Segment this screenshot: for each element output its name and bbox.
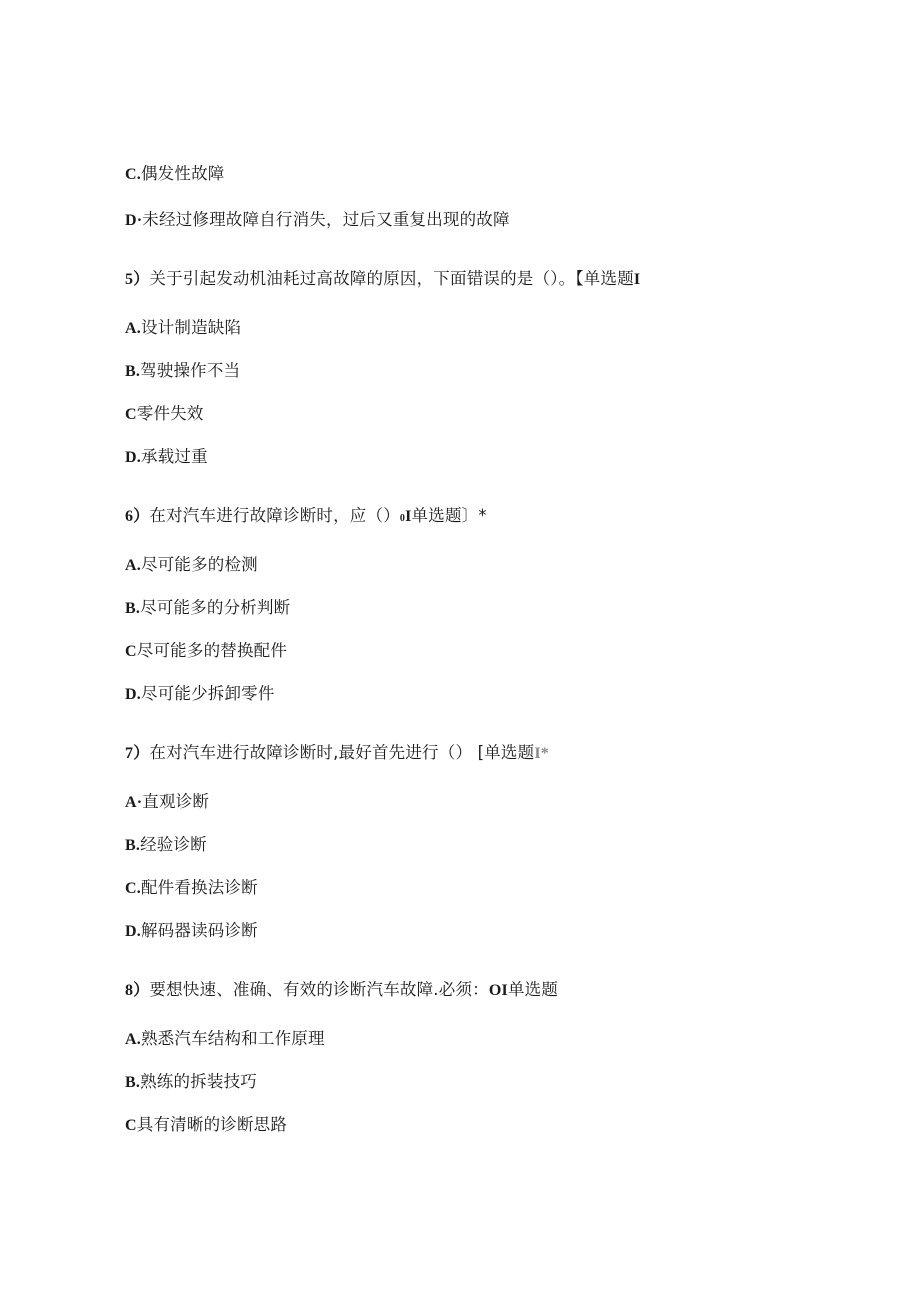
q8-option-c — [125, 1114, 287, 1137]
question-stem: 关于引起发动机油耗过高故障的原因，下面错误的是（）。【单选题 — [149, 269, 634, 288]
q8-option-b — [125, 1071, 257, 1094]
option-text: 解码器读码诊断 — [140, 921, 258, 940]
question-number: 8） — [125, 982, 150, 999]
option-d-prev — [125, 209, 510, 232]
q6-option-d — [125, 683, 275, 706]
option-mark: B. — [125, 1074, 141, 1091]
question-number: 6） — [125, 508, 150, 525]
question-5 — [125, 268, 640, 291]
question-6 — [125, 505, 487, 530]
q8-option-a — [125, 1028, 325, 1051]
question-stem-2: 单选题 — [507, 980, 559, 999]
question-number: 5） — [125, 271, 150, 288]
option-mark: A· — [125, 794, 143, 811]
option-text: 驾驶操作不当 — [140, 361, 241, 380]
q7-option-d — [125, 920, 258, 943]
q6-option-c — [125, 640, 287, 663]
option-mark: C — [125, 643, 137, 660]
question-stem: 在对汽车进行故障诊断时，应（） — [149, 506, 400, 525]
option-mark: C. — [125, 166, 141, 183]
option-text: 直观诊断 — [142, 792, 210, 811]
option-mark: D· — [125, 212, 143, 229]
question-stem: 要想快速、准确、有效的诊断汽车故障.必须： — [149, 980, 489, 999]
option-mark: A. — [125, 320, 141, 337]
option-mark: B. — [125, 837, 141, 854]
option-mark: A. — [125, 557, 141, 574]
option-text: 未经过修理故障自行消失，过后又重复出现的故障 — [142, 210, 510, 229]
option-mark: D. — [125, 449, 141, 466]
option-text: 零件失效 — [136, 404, 204, 423]
q7-option-a — [125, 791, 209, 814]
option-mark: B. — [125, 600, 141, 617]
question-number: 7） — [125, 745, 150, 762]
question-small-mark: 0 — [399, 513, 406, 524]
option-text: 尽可能多的检测 — [140, 555, 258, 574]
q7-option-b — [125, 834, 207, 857]
option-mark: C — [125, 406, 137, 423]
option-mark: D. — [125, 923, 141, 940]
q5-option-d — [125, 446, 208, 469]
question-tail: I — [633, 271, 641, 288]
option-text: 尽可能多的分析判断 — [140, 598, 291, 617]
option-text: 偶发性故障 — [140, 164, 225, 183]
option-mark: C. — [125, 880, 141, 897]
question-8 — [125, 979, 558, 1002]
option-mark: B. — [125, 363, 141, 380]
option-text: 尽可能少拆卸零件 — [140, 684, 275, 703]
option-mark: C — [125, 1117, 137, 1134]
option-text: 熟悉汽车结构和工作原理 — [140, 1029, 325, 1048]
q7-option-c — [125, 877, 258, 900]
option-text: 尽可能多的替换配件 — [136, 641, 288, 660]
q6-option-b — [125, 597, 290, 620]
question-tail: I — [405, 508, 412, 525]
option-mark: A. — [125, 1031, 141, 1048]
question-stem: 在对汽车进行故障诊断时,最好首先进行（） [单选题 — [149, 743, 535, 762]
option-text: 设计制造缺陷 — [140, 318, 242, 337]
option-text: 配件看换法诊断 — [140, 878, 258, 897]
option-text: 经验诊断 — [140, 835, 207, 854]
question-7 — [125, 742, 549, 765]
q6-option-a — [125, 554, 258, 577]
question-tail: OI — [488, 982, 508, 999]
q5-option-c — [125, 403, 204, 426]
question-stem-2: 单选题〕* — [411, 506, 487, 525]
option-mark: D. — [125, 686, 141, 703]
q5-option-a — [125, 317, 241, 340]
option-text: 承载过重 — [140, 447, 208, 466]
option-c-prev — [125, 163, 224, 186]
option-text: 熟练的拆装技巧 — [140, 1072, 257, 1091]
option-text: 具有清晰的诊断思路 — [136, 1115, 288, 1134]
q5-option-b — [125, 360, 240, 383]
question-tail: I* — [534, 745, 549, 762]
